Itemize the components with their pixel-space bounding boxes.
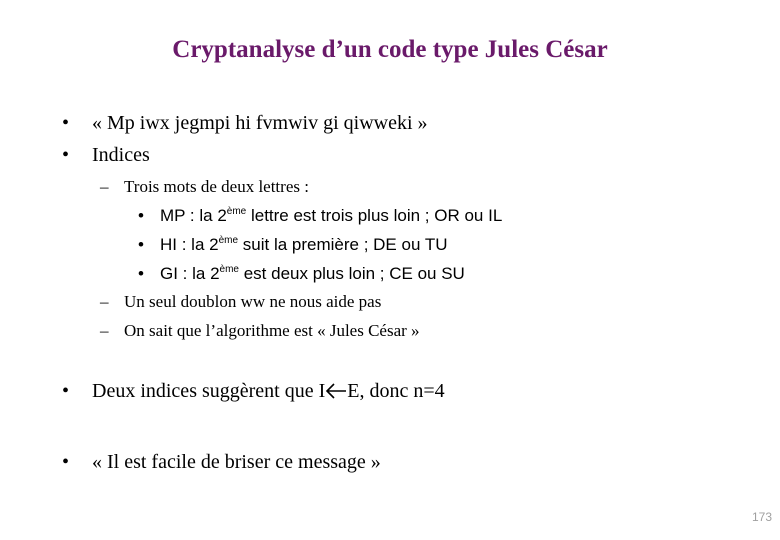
slide-title: Cryptanalyse d’un code type Jules César (172, 36, 608, 63)
bullet-marker: • (62, 144, 70, 166)
subsub-text: HI : la 2ème suit la première ; DE ou TU (160, 235, 448, 254)
left-arrow-icon (325, 383, 347, 399)
bullet-item-deux-indices (62, 380, 445, 403)
sub-item-trois-mots (100, 177, 309, 197)
bullet-item-indices (62, 144, 150, 167)
bullet-marker: • (62, 451, 70, 473)
bullet-marker: • (62, 112, 70, 134)
bullet-marker: • (62, 380, 70, 402)
sub-text: Un seul doublon ww ne nous aide pas (124, 292, 382, 311)
dash-marker: – (100, 177, 109, 196)
bullet-text: « Mp iwx jegmpi hi fvmwiv gi qiwweki » (92, 112, 428, 134)
dash-marker: – (100, 321, 109, 340)
bullet-marker: • (138, 235, 144, 254)
bullet-marker: • (138, 206, 144, 225)
page-number: 173 (751, 510, 772, 524)
subsub-item-hi (138, 235, 448, 255)
dash-marker: – (100, 292, 109, 311)
bullet-item-message (62, 112, 428, 135)
bullet-text: Indices (92, 144, 150, 166)
sub-text: On sait que l’algorithme est « Jules César » (124, 321, 420, 340)
sub-item-algorithme (100, 321, 420, 341)
bullet-marker: • (138, 264, 144, 283)
subsub-item-gi (138, 264, 465, 284)
subsub-text: GI : la 2ème est deux plus loin ; CE ou SU (160, 264, 465, 283)
bullet-item-facile (62, 451, 381, 474)
bullet-text: Deux indices suggèrent que I E, donc n=4 (92, 380, 445, 402)
subsub-item-mp (138, 206, 503, 226)
sub-text: Trois mots de deux lettres : (124, 177, 309, 196)
bullet-text: « Il est facile de briser ce message » (92, 451, 381, 473)
sub-item-doublon (100, 292, 382, 312)
subsub-text: MP : la 2ème lettre est trois plus loin ; OR ou IL (160, 206, 503, 225)
